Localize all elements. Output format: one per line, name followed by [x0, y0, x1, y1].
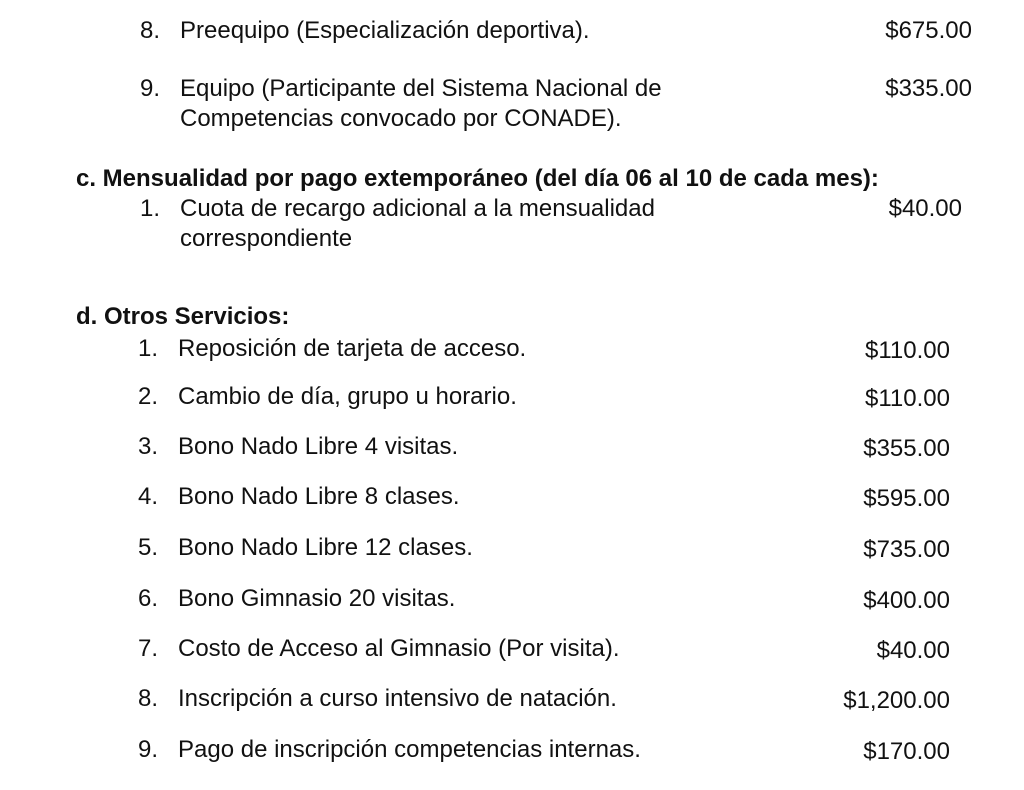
item-price: $110.00: [865, 337, 950, 364]
item-price: $40.00: [888, 195, 962, 222]
item-number: 1.: [139, 195, 160, 222]
item-price: $110.00: [865, 385, 950, 412]
item-number: 4.: [137, 483, 158, 510]
item-price: $400.00: [863, 587, 950, 614]
item-description: Bono Nado Libre 4 visitas.: [178, 433, 459, 460]
item-description: Preequipo (Especialización deportiva).: [180, 17, 590, 44]
item-number: 9.: [137, 736, 158, 763]
item-description: Costo de Acceso al Gimnasio (Por visita).: [178, 635, 620, 662]
item-description: Reposición de tarjeta de acceso.: [178, 335, 527, 362]
item-number: 1.: [137, 335, 158, 362]
item-description: Bono Gimnasio 20 visitas.: [178, 585, 456, 612]
item-price: $40.00: [876, 637, 950, 664]
item-price: $595.00: [863, 485, 950, 512]
item-description-line-2: Competencias convocado por CONADE).: [180, 105, 622, 132]
section-c-heading: c. Mensualidad por pago extemporáneo (del día 06 al 10 de cada mes):: [76, 165, 879, 192]
item-description-line-1: Cuota de recargo adicional a la mensualidad: [180, 195, 655, 222]
item-price: $355.00: [863, 435, 950, 462]
item-number: 3.: [137, 433, 158, 460]
item-number: 9.: [139, 75, 160, 102]
item-description: Pago de inscripción competencias internas.: [178, 736, 641, 763]
item-price: $675.00: [885, 17, 972, 44]
item-number: 6.: [137, 585, 158, 612]
item-price: $1,200.00: [843, 687, 950, 714]
item-price: $170.00: [863, 738, 950, 765]
item-number: 2.: [137, 383, 158, 410]
item-number: 8.: [137, 685, 158, 712]
item-description: Bono Nado Libre 12 clases.: [178, 534, 473, 561]
item-price: $335.00: [885, 75, 972, 102]
section-d-heading: d. Otros Servicios:: [76, 303, 290, 330]
item-description-line-2: correspondiente: [180, 225, 353, 252]
item-number: 8.: [139, 17, 160, 44]
item-description: Bono Nado Libre 8 clases.: [178, 483, 460, 510]
item-description: Cambio de día, grupo u horario.: [178, 383, 517, 410]
item-number: 7.: [137, 635, 158, 662]
item-number: 5.: [137, 534, 158, 561]
item-description-line-1: Equipo (Participante del Sistema Nacional de: [180, 75, 662, 102]
item-description: Inscripción a curso intensivo de natación.: [178, 685, 617, 712]
item-price: $735.00: [863, 536, 950, 563]
